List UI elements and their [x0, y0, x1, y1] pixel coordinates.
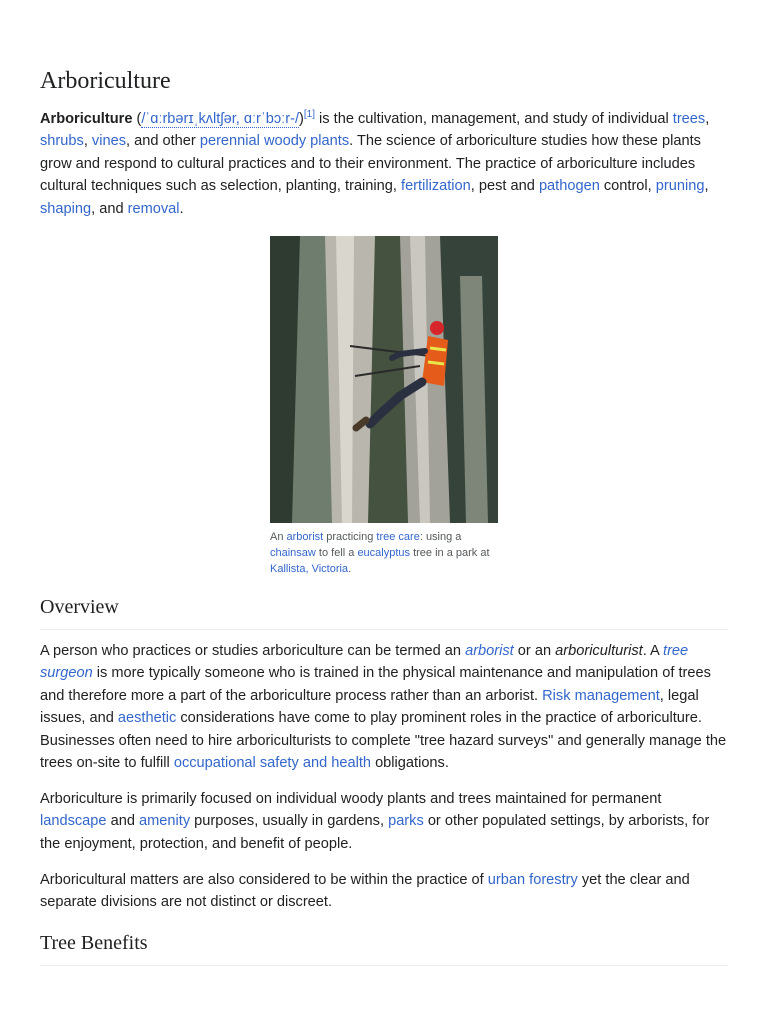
- text: obligations.: [371, 755, 449, 772]
- text: tree in a park at: [410, 547, 490, 559]
- link-parks[interactable]: parks: [388, 813, 424, 830]
- tree-benefits-heading: Tree Benefits: [40, 932, 148, 954]
- heading-divider: [40, 965, 728, 966]
- heading-divider: [40, 629, 728, 630]
- text: is more typically someone who is trained in the physical maintenance and manipulation of trees and therefore more a part of the arboriculture process rather than an arborist.: [40, 665, 711, 704]
- link-perennial-woody-plants[interactable]: perennial woody plants: [199, 133, 350, 150]
- link-aesthetic[interactable]: aesthetic: [117, 710, 177, 727]
- overview-paragraph-2: [40, 788, 728, 855]
- page-title: Arboriculture: [40, 68, 171, 94]
- text: control,: [599, 178, 656, 195]
- text: is the cultivation, management, and study of individual: [315, 111, 673, 127]
- overview-paragraph-1: [40, 640, 728, 774]
- text: purposes, usually in gardens,: [190, 813, 389, 830]
- text: . The science of arboriculture studies how these plants grow and respond to cultural practices and to their environment. The practice of arboriculture includes cultural techniques such as selection, planting, training,: [40, 133, 701, 195]
- text: to fell a: [315, 547, 358, 559]
- text: yet the clear and separate divisions are not distinct or discreet.: [40, 872, 690, 911]
- text: or an: [513, 643, 556, 659]
- text: ,: [83, 133, 92, 150]
- text: ,: [704, 178, 709, 195]
- link-occupational-safety-and-health[interactable]: occupational safety and health: [173, 755, 372, 772]
- term-arboriculturist: arboriculturist: [555, 643, 643, 659]
- tree-benefits-section-heading: [40, 932, 728, 966]
- photo-illustration: [270, 236, 498, 523]
- text: : using a: [419, 531, 462, 543]
- link-shaping[interactable]: shaping: [40, 200, 92, 217]
- text: . A: [642, 643, 664, 659]
- text: .: [348, 563, 352, 575]
- link-tree-care[interactable]: tree care: [376, 531, 420, 543]
- link-chainsaw[interactable]: chainsaw: [270, 547, 316, 559]
- text: , and other: [126, 133, 200, 150]
- intro-paragraph: [40, 108, 728, 220]
- figure-caption: [270, 529, 498, 577]
- link-pruning[interactable]: pruning: [655, 178, 705, 195]
- text: ): [299, 111, 304, 127]
- link-arborist[interactable]: arborist: [286, 531, 324, 543]
- text: and: [106, 813, 140, 830]
- link-amenity[interactable]: amenity: [139, 813, 191, 830]
- text: or other populated settings, by arborists, for the enjoyment, protection, and benefit of people.: [40, 813, 710, 852]
- article-figure: [270, 236, 498, 577]
- text: , legal issues, and: [40, 687, 699, 727]
- link-removal[interactable]: removal: [127, 200, 180, 217]
- link-tree-surgeon[interactable]: tree surgeon: [40, 643, 689, 682]
- arborist-photo[interactable]: [270, 236, 498, 523]
- link-pathogen[interactable]: pathogen: [538, 178, 600, 195]
- link-arborist[interactable]: arborist: [465, 643, 514, 659]
- text: .: [179, 200, 184, 217]
- link-landscape[interactable]: landscape: [40, 813, 107, 830]
- link-fertilization[interactable]: fertilization: [401, 178, 471, 195]
- text: ,: [705, 111, 710, 127]
- intro-term: Arboriculture: [40, 111, 133, 127]
- link-kallista-victoria[interactable]: Kallista, Victoria: [270, 563, 349, 575]
- link-eucalyptus[interactable]: eucalyptus: [357, 547, 411, 559]
- overview-heading: Overview: [40, 596, 119, 618]
- link-trees[interactable]: trees: [672, 111, 706, 127]
- link-urban-forestry[interactable]: urban forestry: [487, 872, 578, 888]
- text: Arboriculture is primarily focused on individual woody plants and trees maintained for permanent: [40, 791, 662, 807]
- text: Arboricultural matters are also considered to be within the practice of: [40, 872, 488, 888]
- text: An: [270, 531, 287, 543]
- link-vines[interactable]: vines: [91, 133, 126, 150]
- overview-paragraph-3: [40, 869, 728, 914]
- overview-section-heading: [40, 596, 728, 630]
- text: , and: [91, 200, 128, 217]
- link-shrubs[interactable]: shrubs: [40, 133, 84, 150]
- text: considerations have come to play prominent roles in the practice of arboriculture. Businesses often need to hire arboriculturists to complete "tree hazard surveys" and generally manage the trees on-site to fulfill: [40, 710, 727, 772]
- ipa-pronunciation-link[interactable]: /ˈɑːrbərɪˌkʌltʃər, ɑːrˈbɔːr-/: [141, 111, 299, 127]
- text: , pest and: [470, 178, 539, 195]
- link-risk-management[interactable]: Risk management: [542, 687, 660, 704]
- text: practicing: [323, 531, 377, 543]
- text: (: [132, 111, 142, 127]
- reference-link[interactable]: [1]: [303, 109, 315, 121]
- text: A person who practices or studies arboriculture can be termed an: [40, 643, 466, 659]
